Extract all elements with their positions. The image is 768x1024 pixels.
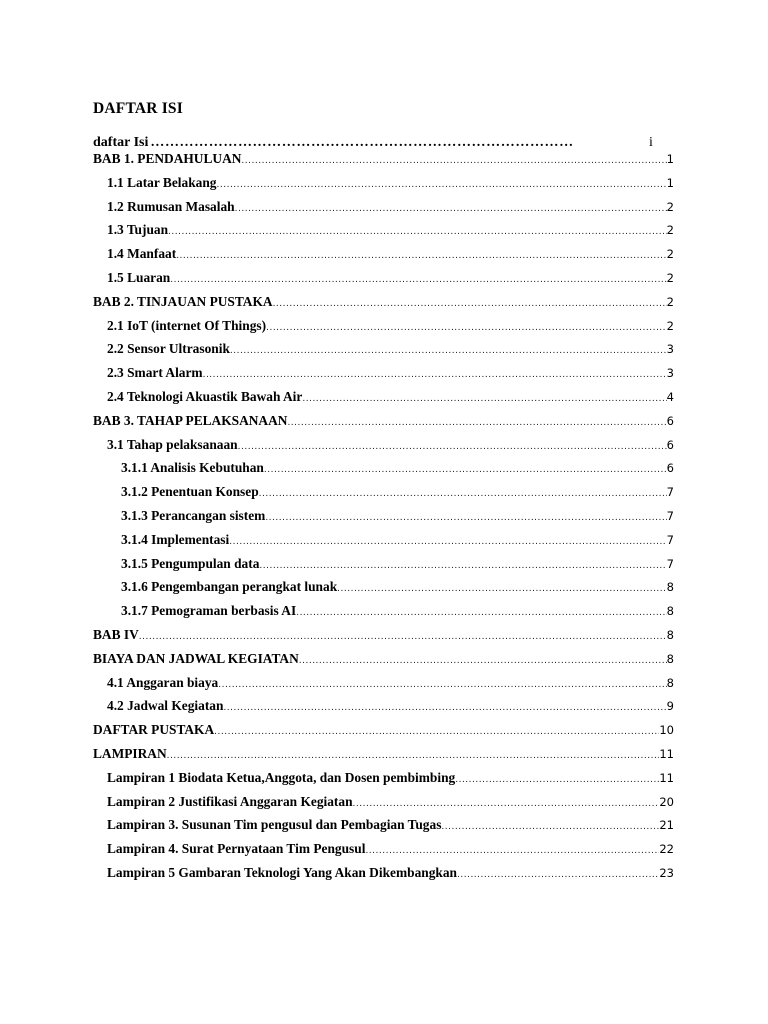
toc-entry[interactable] (93, 865, 674, 889)
toc-entry-title: 1.3 Tujuan (107, 222, 169, 238)
toc-entry[interactable] (93, 389, 674, 413)
toc-leader (299, 656, 667, 666)
toc-leader (139, 632, 667, 642)
toc-entry-page: 9 (666, 699, 674, 714)
toc-entry-title: 1.4 Manfaat (107, 246, 177, 262)
toc-entry[interactable] (93, 175, 674, 199)
toc-entry-title: 3.1.1 Analisis Kebutuhan (121, 460, 264, 476)
toc-entry-page: 6 (666, 461, 674, 476)
toc-leader (238, 442, 667, 452)
toc-entry-title: DAFTAR PUSTAKA (93, 722, 215, 738)
toc-entry-title: 2.3 Smart Alarm (107, 365, 203, 381)
toc-entry[interactable] (93, 341, 674, 365)
toc-leader (235, 204, 667, 214)
toc-entry-page: 3 (666, 366, 674, 381)
toc-entry-title: 3.1.5 Pengumpulan data (121, 555, 260, 571)
toc-entry-page: 21 (659, 818, 674, 833)
toc-entry[interactable] (93, 722, 674, 746)
toc-leader (176, 251, 666, 261)
toc-leader (365, 846, 659, 856)
toc-leader (168, 227, 667, 237)
toc-entry-title: 1.2 Rumusan Masalah (107, 198, 235, 214)
toc-leader (259, 489, 667, 499)
toc-leader (273, 299, 667, 309)
toc-entry-title: 3.1.7 Pemograman berbasis AI (121, 603, 297, 619)
toc-leader (203, 370, 667, 380)
toc-entry[interactable] (93, 579, 674, 603)
toc-entry[interactable] (93, 318, 674, 342)
toc-leader (264, 465, 667, 475)
toc-entry-page: 23 (659, 865, 674, 880)
toc-entry[interactable] (93, 675, 674, 699)
toc-entry-title: BAB IV (93, 626, 139, 642)
toc-entry-title: Lampiran 2 Justifikasi Anggaran Kegiatan (107, 793, 353, 809)
toc-entry-page: 8 (666, 675, 674, 690)
toc-entry[interactable] (93, 365, 674, 389)
toc-entry[interactable] (93, 151, 674, 175)
toc-entry-title: BIAYA DAN JADWAL KEGIATAN (93, 650, 299, 666)
toc-leader (170, 275, 666, 285)
toc-entry-title: 3.1.2 Penentuan Konsep (121, 484, 259, 500)
toc-entry-title: 4.1 Anggaran biaya (107, 674, 219, 690)
toc-entry-page: 2 (666, 294, 674, 309)
toc-entry-title: 3.1.4 Implementasi (121, 531, 230, 547)
page-title: DAFTAR ISI (93, 100, 183, 117)
toc-entry[interactable] (93, 199, 674, 223)
toc-entry-page: 8 (666, 651, 674, 666)
toc-entry-page: 6 (666, 437, 674, 452)
toc-entry-page: 10 (659, 723, 674, 738)
toc-entry-page: 8 (666, 580, 674, 595)
toc-leader (353, 799, 660, 809)
toc-entry-title: 2.2 Sensor Ultrasonik (107, 341, 230, 357)
toc-entry[interactable] (93, 460, 674, 484)
toc-entry[interactable] (93, 794, 674, 818)
toc-entry-page: 2 (666, 247, 674, 262)
toc-entry-page: 20 (659, 794, 674, 809)
toc-entry-title: BAB 3. TAHAP PELAKSANAAN (93, 412, 288, 428)
toc-entry[interactable] (93, 437, 674, 461)
toc-entry-title: Lampiran 3. Susunan Tim pengusul dan Pembagian Tugas (107, 817, 442, 833)
toc-entry-title: 3.1.6 Pengembangan perangkat lunak (121, 579, 338, 595)
toc-entry-page: 2 (666, 270, 674, 285)
toc-leader (218, 680, 666, 690)
toc-leader (223, 703, 666, 713)
toc-leader (337, 584, 667, 594)
toc-leader (265, 513, 666, 523)
toc-entry-page: 2 (666, 199, 674, 214)
toc-entry-page: 22 (659, 842, 674, 857)
toc-entry[interactable] (93, 770, 674, 794)
toc-leader (214, 727, 659, 737)
toc-leader (241, 156, 666, 166)
toc-entry[interactable] (93, 746, 674, 770)
toc-leader (229, 537, 666, 547)
toc-entry[interactable] (93, 532, 674, 556)
toc-leader (441, 822, 659, 832)
toc-leader (217, 180, 667, 190)
toc-entry-title: BAB 1. PENDAHULUAN (93, 151, 242, 166)
toc-entry-page: 7 (666, 532, 674, 547)
toc-entry-title: Lampiran 5 Gambaran Teknologi Yang Akan Dikembangkan (107, 864, 457, 880)
toc-entry-page: 8 (666, 604, 674, 619)
toc-entry-title: 3.1.3 Perancangan sistem (121, 507, 266, 523)
toc-entry-page: 2 (666, 318, 674, 333)
toc-entry[interactable] (93, 627, 674, 651)
toc-leader (302, 394, 666, 404)
toc-entry-page: 6 (666, 413, 674, 428)
toc-entry-page: 1 (666, 152, 674, 166)
toc-entry-page: 11 (659, 770, 674, 785)
toc-entry-title: 2.1 IoT (internet Of Things) (107, 317, 267, 333)
toc-entry[interactable] (93, 841, 674, 865)
toc-leader (230, 346, 667, 356)
toc-leader (457, 870, 659, 880)
toc-entry[interactable] (93, 651, 674, 675)
toc-entry-title: 2.4 Teknologi Akuastik Bawah Air (107, 388, 303, 404)
toc-entry-title: 4.2 Jadwal Kegiatan (107, 698, 224, 714)
toc-entry-title: 3.1 Tahap pelaksanaan (107, 436, 238, 452)
toc-entry[interactable] (93, 270, 674, 294)
toc-leader (266, 323, 667, 333)
toc-entry-page: 1 (666, 175, 674, 190)
toc-entry[interactable] (93, 698, 674, 722)
toc-entry-daftar-isi[interactable] (93, 135, 663, 151)
toc-entry-page: 3 (666, 342, 674, 357)
toc-entry-title: 1.5 Luaran (107, 269, 171, 285)
toc-entry-title: daftar Isi (93, 135, 149, 150)
toc-entry-page: 11 (659, 746, 674, 761)
toc-entry-page: 7 (666, 508, 674, 523)
toc-entry-title: 1.1 Latar Belakang (107, 174, 217, 190)
toc-entry[interactable] (93, 817, 674, 841)
toc-entry[interactable] (93, 294, 674, 318)
toc-entry-page: 7 (666, 485, 674, 500)
toc-leader (455, 775, 659, 785)
toc-leader: …………………………………………………………………………… (150, 135, 574, 150)
table-of-contents (93, 151, 674, 889)
toc-entry[interactable] (93, 222, 674, 246)
toc-entry[interactable] (93, 246, 674, 270)
toc-entry[interactable] (93, 508, 674, 532)
toc-leader (287, 418, 666, 428)
toc-entry[interactable] (93, 413, 674, 437)
toc-entry[interactable] (93, 484, 674, 508)
toc-entry[interactable] (93, 603, 674, 627)
toc-entry-page: i (649, 135, 653, 150)
toc-entry[interactable] (93, 556, 674, 580)
toc-entry-page: 7 (666, 556, 674, 571)
toc-entry-title: BAB 2. TINJAUAN PUSTAKA (93, 293, 273, 309)
toc-leader (167, 751, 660, 761)
toc-entry-page: 2 (666, 223, 674, 238)
toc-leader (296, 608, 666, 618)
toc-entry-title: Lampiran 4. Surat Pernyataan Tim Pengusul (107, 841, 366, 857)
toc-leader (259, 561, 666, 571)
toc-entry-title: LAMPIRAN (93, 745, 167, 761)
toc-entry-title: Lampiran 1 Biodata Ketua,Anggota, dan Dosen pembimbing (107, 769, 456, 785)
toc-entry-page: 4 (666, 389, 674, 404)
toc-entry-page: 8 (666, 627, 674, 642)
